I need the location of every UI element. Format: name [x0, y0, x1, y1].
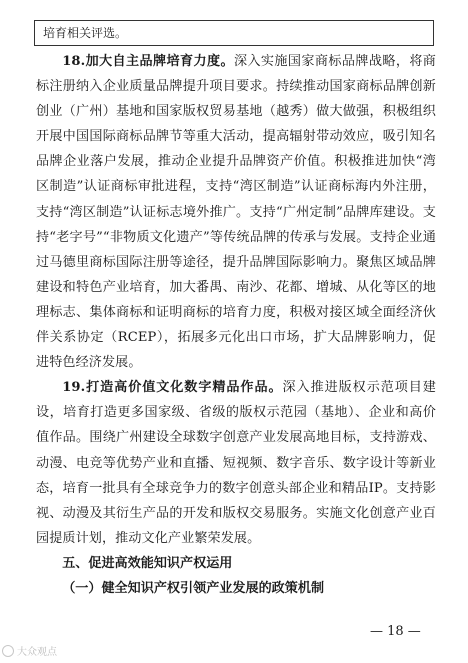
watermark — [2, 643, 57, 658]
watermark-text: 大众观点 — [17, 647, 57, 658]
watermark-logo-icon — [2, 645, 14, 657]
section-5-heading: 五、促进高效能知识产权运用 — [62, 555, 233, 571]
page-number: — 18 — — [370, 624, 421, 639]
paragraph-19 — [36, 375, 436, 551]
document-body — [36, 49, 436, 601]
item-19-heading: 19.打造高价值文化数字精品作品。 — [62, 380, 283, 396]
item-19-body: 深入推进版权示范项目建设，培育打造更多国家级、省级的版权示范园（基地）、企业和高价值作品。围绕广州建设全球数字创意产业发展高地目标，支持游戏、动漫、电竞等优势产业和直播、短视频、数字音乐、数字设计等新业态，培育一批具有全球竞争力的数字创意头部企业和精品IP。支持影视、动漫及其衍生产品的开发和版权交易服务。实施文化创意产业百园提质计划，推动文化产业繁荣发展。 — [36, 380, 436, 546]
item-18-body: 深入实施国家商标品牌战略，将商标注册纳入企业质量品牌提升项目要求。持续推动国家商标品牌创新创业（广州）基地和国家版权贸易基地（越秀）做大做强，积极组织开展中国国际商标品牌节等重大活动，提高辐射带动效应，吸引知名品牌企业落户发展，推动企业提升品牌资产价值。积极推进加快“湾区制造”认证商标审批进程，支持“湾区制造”认证商标海内外注册，支持“湾区制造”认证标志境外推广。支持“广州定制”品牌库建设。支持“老字号”“非物质文化遗产”等传统品牌的传承与发展。支持企业通过马德里商标国际注册等途径，提升品牌国际影响力。聚焦区域品牌建设和特色产业培育，加大番禺、南沙、花都、增城、从化等区的地理标志、集体商标和证明商标的培育力度，积极对接区域全面经济伙伴关系协定（RCEP），拓展多元化出口市场，扩大品牌影响力，促进特色经济发展。 — [36, 54, 436, 371]
paragraph-18 — [36, 49, 436, 375]
top-box-text: 培育相关评选。 — [43, 26, 128, 40]
subsection-1-heading: （一）健全知识产权引领产业发展的政策机制 — [62, 580, 325, 596]
item-18-heading: 18.加大自主品牌培育力度。 — [62, 54, 234, 69]
top-box-continuation — [34, 20, 434, 46]
